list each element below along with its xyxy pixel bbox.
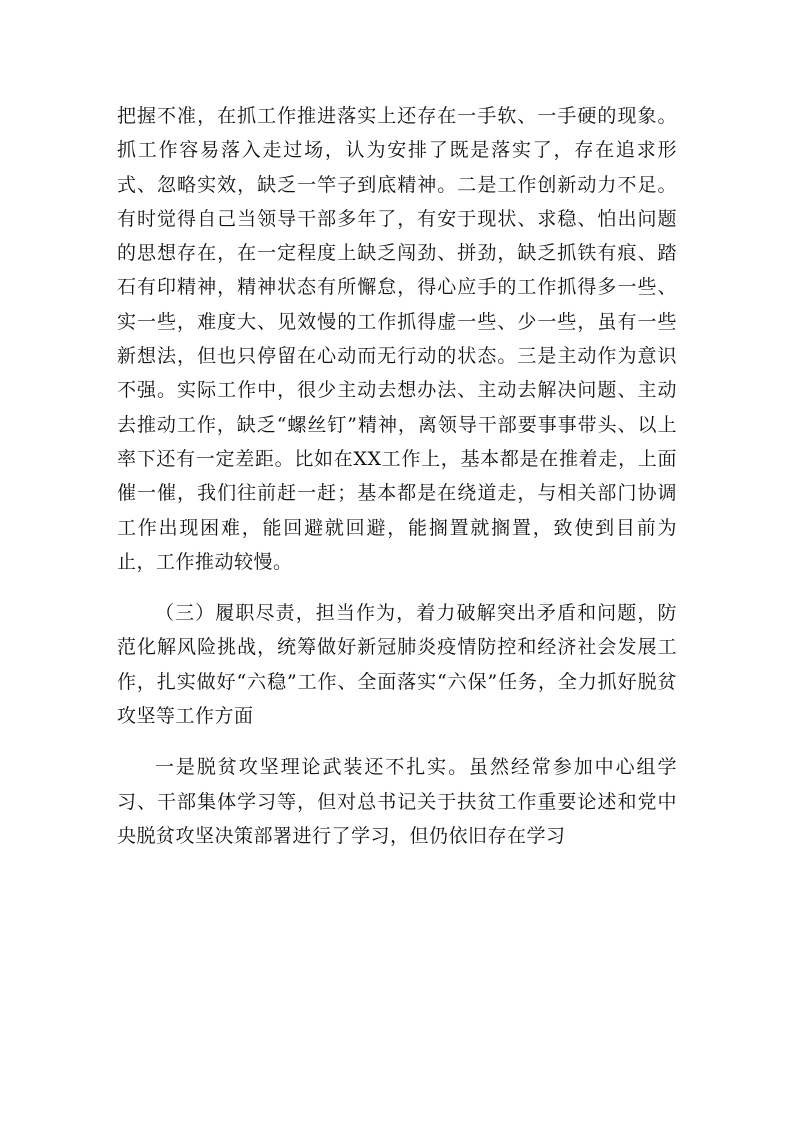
paragraph-continuation: 把握不准，在抓工作推进落实上还存在一手软、一手硬的现象。抓工作容易落入走过场，认为安排了既是落实了，存在追求形式、忽略实效，缺乏一竿子到底精神。二是工作创新动力不足。有时觉得自己当领导干部多年了，有安于现状、求稳、怕出问题的思想存在，在一定程度上缺乏闯劲、拼劲，缺乏抓铁有痕、踏石有印精神，精神状态有所懈怠，得心应手的工作抓得多一些、实一些，难度大、见效慢的工作抓得虚一些、少一些，虽有一些新想法，但也只停留在心动而无行动的状态。三是主动作为意识不强。实际工作中，很少主动去想办法、主动去解决问题、主动去推动工作，缺乏“螺丝钉”精神，离领导干部要事事带头、以上率下还有一定差距。比如在XX工作上，基本都是在推着走，上面催一催，我们往前赶一赶；基本都是在绕道走，与相关部门协调工作出现困难，能回避就回避，能搁置就搁置，致使到目前为止，工作推动较慢。 xyxy=(117,105,677,573)
document-body xyxy=(117,99,677,853)
paragraph-poverty-alleviation: 一是脱贫攻坚理论武装还不扎实。虽然经常参加中心组学习、干部集体学习等，但对总书记关于扶贫工作重要论述和党中央脱贫攻坚决策部署进行了学习，但仍依旧存在学习 xyxy=(117,756,677,847)
section-heading-3: （三）履职尽责，担当作为，着力破解突出矛盾和问题，防范化解风险挑战，统筹做好新冠肺炎疫情防控和经济社会发展工作，扎实做好“六稳”工作、全面落实“六保”任务，全力抓好脱贫攻坚等工作方面 xyxy=(117,602,677,728)
